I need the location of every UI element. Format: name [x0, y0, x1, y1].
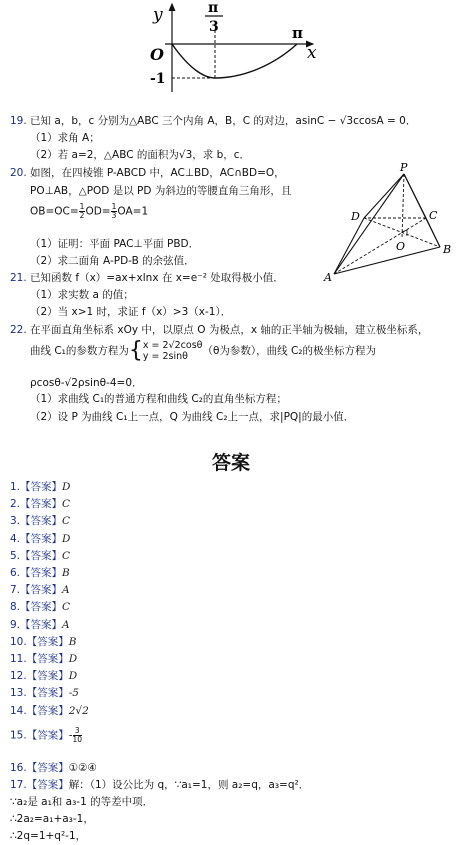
answer-number: 6. — [10, 567, 21, 579]
answer-value: A — [62, 618, 70, 631]
answer-value: C — [62, 601, 71, 614]
answer-number: 14. — [10, 704, 27, 717]
q20-line3-a: OB=OC= — [30, 205, 79, 218]
system-brace: { — [128, 338, 143, 363]
answer-tag: 【答案】 — [20, 515, 63, 528]
answer-value: D — [62, 481, 71, 493]
answer-number: 13. — [10, 687, 27, 700]
q21-part1: （1）求实数 a 的值； — [30, 289, 134, 301]
answer-row — [10, 513, 70, 528]
q22-line2-b: （θ为参数），曲线 C₂的极坐标方程为 — [202, 345, 377, 357]
answer-number: 2. — [10, 498, 21, 511]
answer-tag: 【答案】 — [20, 584, 63, 597]
answer-row — [10, 599, 70, 614]
answer-value: C — [62, 549, 71, 562]
answer-number: 7. — [10, 584, 21, 597]
answer-number: 5. — [10, 549, 21, 562]
answer-row — [10, 496, 70, 511]
q20-number: 20. — [10, 167, 27, 179]
q20-line3 — [30, 203, 148, 220]
vertex-B: B — [443, 243, 452, 256]
q22-line1 — [10, 322, 428, 337]
q20-line1 — [10, 165, 285, 180]
answer-row — [10, 565, 70, 580]
pi-over-3-numerator: π — [208, 0, 219, 16]
q21-part2: （2）当 x>1 时，求证 f（x）>3（x-1）． — [30, 306, 232, 318]
answer-row — [10, 548, 70, 563]
answer-tag: 【答案】 — [20, 481, 63, 493]
answer-row — [10, 479, 70, 494]
curve — [172, 44, 297, 78]
answer-tag: 【答案】 — [26, 704, 69, 717]
vertex-A: A — [324, 271, 332, 284]
answer-number: 11. — [10, 653, 27, 665]
y-axis-label: y — [153, 5, 163, 25]
answer-17-line2: ∵a₂是 a₁和 a₃-1 的等差中项． — [10, 796, 154, 808]
q20-line2: PO⊥AB，△POD 是以 PD 为斜边的等腰直角三角形，且 — [30, 185, 292, 197]
answer-value: -5 — [68, 687, 79, 700]
answer-number: 8. — [10, 601, 21, 614]
parametric-system: x = 2√2cosθ y = 2sinθ — [142, 340, 203, 362]
q21-number: 21. — [10, 272, 27, 284]
vertex-P: P — [400, 161, 408, 174]
answer-tag: 【答案】 — [26, 635, 69, 648]
vertex-C: C — [429, 209, 438, 222]
answer-tag: 【答案】 — [26, 653, 69, 665]
answer-tag: 【答案】 — [20, 498, 63, 511]
q21-stem — [10, 270, 284, 285]
sine-graph-figure — [135, 0, 335, 95]
answer-value: B — [62, 567, 70, 579]
q20-part2: （2）求二面角 A-PD-B 的余弦值． — [30, 255, 195, 267]
answer-value: 2√2 — [68, 704, 89, 717]
answer-tag: 【答案】 — [20, 549, 63, 562]
q19-stem — [10, 113, 416, 128]
answer-value: A — [62, 584, 70, 597]
answer-row — [10, 685, 79, 700]
q22-text-line1: 在平面直角坐标系 xOy 中，以原点 O 为极点，x 轴的正半轴为极轴，建立极坐标系， — [30, 324, 429, 336]
q19-part2: （2）若 a=2，△ABC 的面积为√3，求 b，c． — [30, 149, 251, 161]
answer-row — [10, 582, 70, 597]
q22-line3: ρcosθ-√2ρsinθ-4=0． — [30, 377, 143, 389]
answers-heading: 答案 — [212, 452, 251, 474]
q21-text: 已知函数 f（x）=ax+xlnx 在 x=e⁻² 处取得极小值． — [30, 272, 284, 284]
answer-number: 12. — [10, 670, 27, 683]
answer-row — [10, 617, 70, 632]
pi-label: π — [292, 24, 303, 42]
origin-label: O — [150, 45, 164, 64]
answer-value: D — [68, 670, 78, 683]
q20-frac-1-2: $\frac{1}{2}$ — [79, 202, 85, 220]
q22-part2: （2）设 P 为曲线 C₁上一点，Q 为曲线 C₂上一点，求|PQ|的最小值． — [30, 411, 355, 423]
q20-text-line1: 如图，在四棱锥 P-ABCD 中，AC⊥BD，AC∩BD=O， — [30, 167, 285, 179]
answer-17-line3: ∴2a₂=a₁+a₃-1， — [10, 813, 94, 825]
q19-part1: （1）求角 A； — [30, 132, 100, 144]
answer-value: B — [68, 635, 77, 648]
answer-row — [10, 531, 70, 546]
minus-one-label: -1 — [150, 71, 166, 87]
answer-value: C — [62, 515, 71, 528]
answer-tag: 【答案】 — [20, 618, 63, 631]
answer-17: 17.【答案】解：（1）设公比为 q，∵a₁=1，则 a₂=q，a₃=q²． — [10, 779, 310, 791]
answer-value: D — [62, 532, 71, 545]
q22-line2-a: 曲线 C₁的参数方程为 — [30, 345, 129, 357]
q20-frac-1-3: $\frac{1}{3}$ — [111, 202, 117, 220]
answer-tag: 【答案】 — [26, 687, 69, 700]
answer-16: 16.【答案】①②④ — [10, 762, 97, 774]
pi-over-3-denominator: 3 — [209, 19, 219, 35]
answer-number: 9. — [10, 618, 21, 631]
answer-15-fraction: $\frac{3}{10}$ — [72, 726, 83, 744]
q20-line3-b: OD= — [85, 205, 111, 218]
answer-row — [10, 651, 77, 666]
answer-number: 4. — [10, 532, 21, 545]
answer-row — [10, 668, 77, 683]
answer-tag: 【答案】 — [20, 567, 63, 579]
vertex-D: D — [351, 210, 360, 223]
answer-row — [10, 634, 76, 649]
answer-value: D — [68, 653, 78, 665]
q22-number: 22. — [10, 324, 27, 336]
answer-tag: 【答案】 — [20, 532, 63, 545]
vertex-O: O — [396, 240, 406, 253]
q19-number: 19. — [10, 115, 27, 127]
q22-part1: （1）求曲线 C₁的普通方程和曲线 C₂的直角坐标方程； — [30, 393, 287, 405]
answer-value: C — [62, 498, 71, 511]
answer-tag: 【答案】 — [20, 601, 63, 614]
answer-number: 1. — [10, 481, 21, 493]
answer-15: 15.【答案】- $\frac{3}{10}$ — [10, 726, 83, 744]
q20-line3-c: OA=1 — [117, 205, 149, 218]
q19-text: 已知 a，b，c 分别为△ABC 三个内角 A，B，C 的对边，asinC − √3ccosA = 0． — [30, 115, 417, 127]
answer-number: 3. — [10, 515, 21, 528]
answer-tag: 【答案】 — [26, 670, 69, 683]
q20-part1: （1）证明：平面 PAC⊥平面 PBD． — [30, 238, 200, 250]
answer-row — [10, 703, 89, 718]
answer-number: 10. — [10, 635, 27, 648]
answer-17-line4: ∴2q=1+q²-1， — [10, 830, 87, 842]
pyramid-figure — [322, 160, 462, 285]
q22-line2 — [30, 340, 376, 362]
x-axis-label: x — [307, 43, 317, 63]
